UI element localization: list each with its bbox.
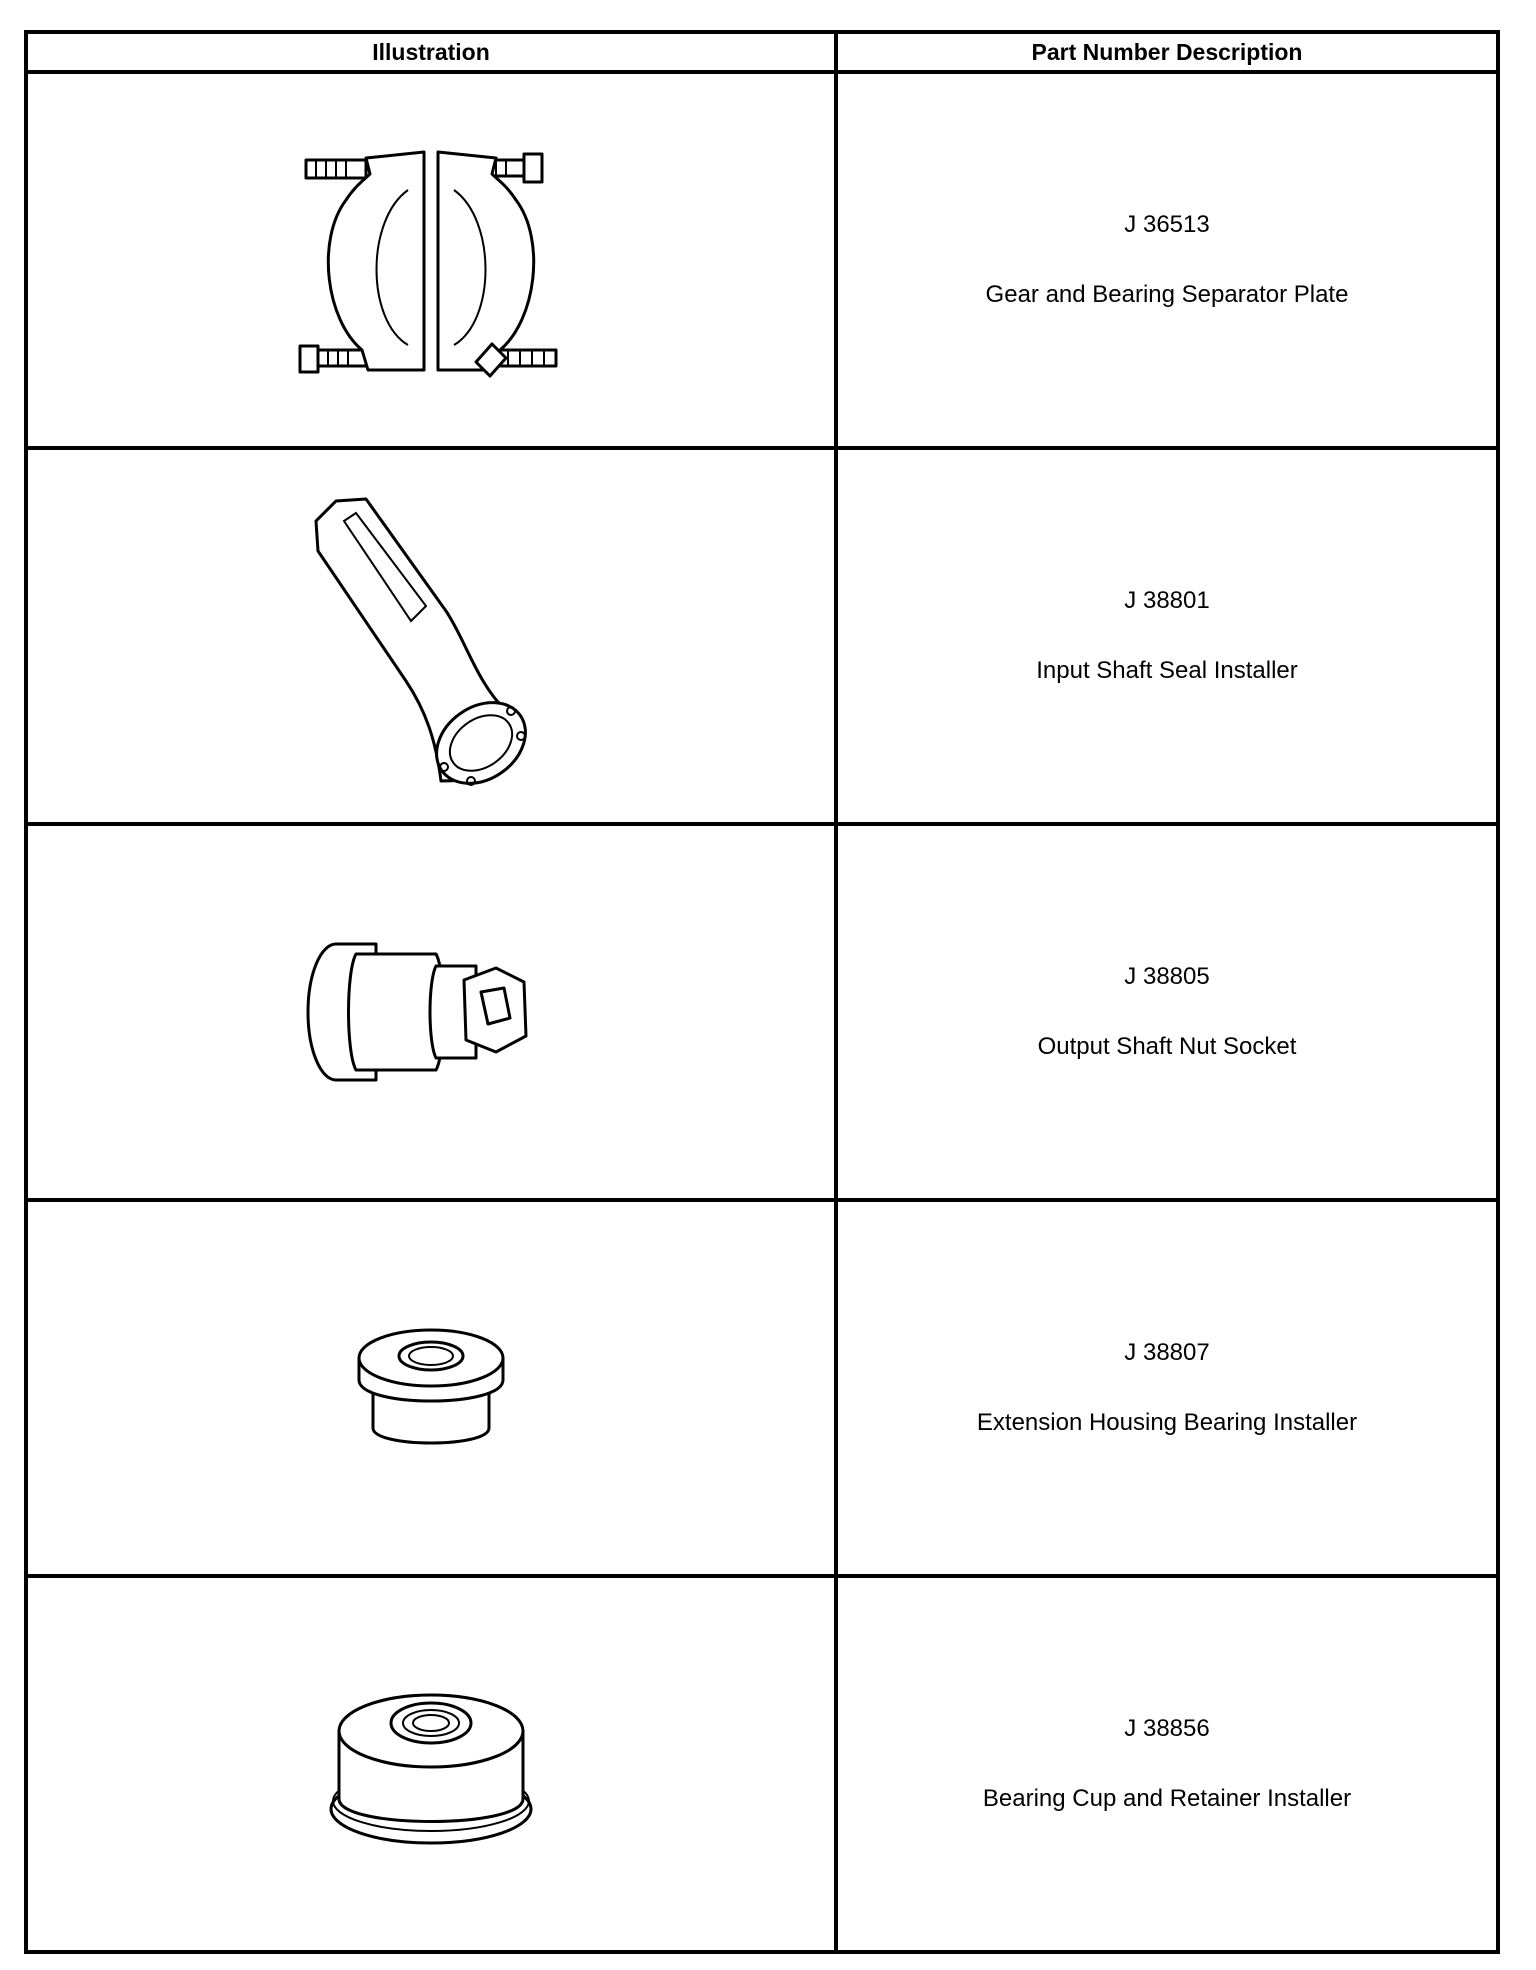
illustration-cell [26, 824, 836, 1200]
part-description: Bearing Cup and Retainer Installer [982, 1785, 1352, 1812]
part-number: J 38805 [1124, 963, 1210, 990]
table-row [26, 1576, 1498, 1952]
part-description: Extension Housing Bearing Installer [976, 1409, 1358, 1436]
header-illustration: Illustration [26, 32, 836, 72]
illustration-cell [26, 72, 836, 448]
part-number: J 36513 [1124, 211, 1210, 238]
separator-plate-icon [296, 130, 566, 390]
part-number: J 38801 [1124, 587, 1210, 614]
nut-socket-icon [296, 932, 566, 1092]
bearing-installer-icon [351, 1318, 511, 1458]
part-description: Gear and Bearing Separator Plate [985, 281, 1349, 308]
description-cell [836, 72, 1498, 448]
part-description: Input Shaft Seal Installer [1036, 657, 1298, 684]
illustration-cell [26, 448, 836, 824]
table-row [26, 1200, 1498, 1576]
illustration-cell [26, 1200, 836, 1576]
special-tools-table [24, 30, 1500, 1954]
table-row [26, 72, 1498, 448]
header-part-number-description: Part Number Description [836, 32, 1498, 72]
part-description: Output Shaft Nut Socket [1037, 1033, 1297, 1060]
description-cell [836, 448, 1498, 824]
seal-installer-icon [296, 481, 566, 791]
header-row [26, 32, 1498, 72]
table-row [26, 824, 1498, 1200]
description-cell [836, 1200, 1498, 1576]
table-row [26, 448, 1498, 824]
illustration-cell [26, 1576, 836, 1952]
description-cell [836, 824, 1498, 1200]
part-number: J 38856 [1124, 1715, 1210, 1742]
part-number: J 38807 [1124, 1339, 1210, 1366]
description-cell [836, 1576, 1498, 1952]
bearing-cup-installer-icon [321, 1679, 541, 1849]
